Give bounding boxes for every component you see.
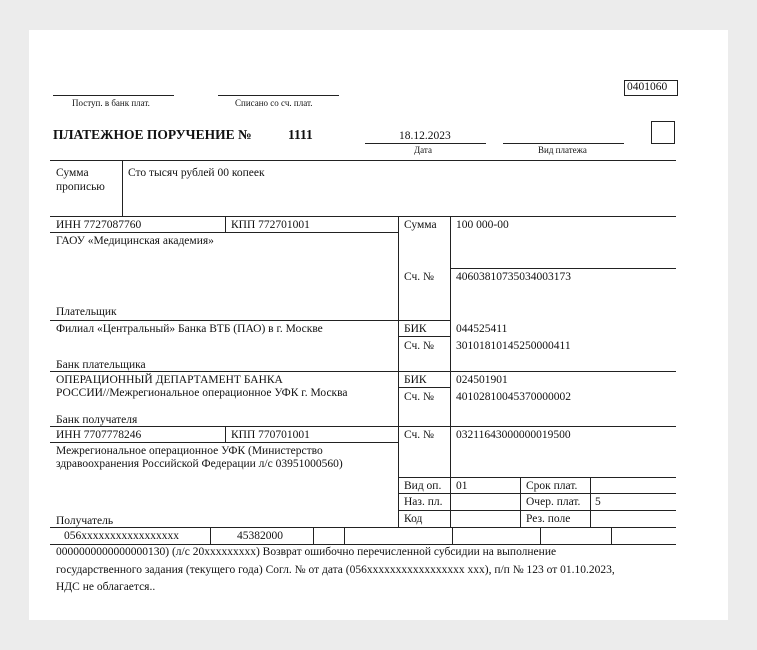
rule-payee-bank-bottom <box>50 426 676 427</box>
sum-value: 100 000-00 <box>456 219 509 231</box>
payer-bik-label: БИК <box>404 323 427 335</box>
purpose-code-label: Наз. пл. <box>404 496 443 508</box>
purpose-line-2: государственного задания (текущего года) Согл. № от дата (056xxxxxxxxxxxxxxxxx ххх), п/п № 123 от 01.10.2023, <box>56 564 615 576</box>
payee-label: Получатель <box>56 515 114 527</box>
payment-type-label: Вид платежа <box>538 145 587 155</box>
payer-corr-label: Сч. № <box>404 340 435 352</box>
vline-kpp-2 <box>225 426 226 442</box>
rule-sum-bottom <box>450 268 676 269</box>
amount-divider <box>122 160 123 216</box>
rule-amount-top <box>50 160 676 161</box>
vline-tax-6 <box>611 527 612 544</box>
payee-name-2: здравоохранения Российской Федерации л/с 03951000560) <box>56 458 343 470</box>
payee-account: 03211643000000019500 <box>456 429 571 441</box>
payee-kpp: КПП 770701001 <box>231 429 310 441</box>
payee-bank-label: Банк получателя <box>56 414 138 426</box>
payee-bik-label: БИК <box>404 374 427 386</box>
received-line <box>53 95 174 96</box>
rule-inn-kpp-2 <box>50 442 398 443</box>
amount-words-label-2: прописью <box>56 181 105 193</box>
date-label: Дата <box>414 145 432 155</box>
vline-tax-2 <box>313 527 314 544</box>
order-number: 1111 <box>288 127 313 142</box>
debited-line <box>218 95 339 96</box>
payee-bik: 024501901 <box>456 374 508 386</box>
header-checkbox <box>651 121 675 144</box>
oktmo-value: 45382000 <box>237 530 283 542</box>
rule-codes-top <box>398 477 676 478</box>
date-line <box>365 143 486 144</box>
rule-tax-top <box>50 527 676 528</box>
vline-codes-1 <box>520 477 521 527</box>
rule-payer-bottom <box>50 320 398 321</box>
payment-order-form <box>29 30 728 620</box>
rule-inn-kpp-1 <box>50 232 398 233</box>
op-type-value: 01 <box>456 480 468 492</box>
vline-kpp-1 <box>225 216 226 232</box>
payee-account-label: Сч. № <box>404 429 435 441</box>
purpose-line-3: НДС не облагается.. <box>56 581 156 593</box>
purpose-line-1: 0000000000000000130) (л/с 20xxxxxxxxx) Возврат ошибочно перечисленной субсидии на выполнение <box>56 546 557 558</box>
payee-bank-name-1: ОПЕРАЦИОННЫЙ ДЕПАРТАМЕНТ БАНКА <box>56 374 283 386</box>
vline-tax-5 <box>540 527 541 544</box>
term-label: Срок плат. <box>526 480 578 492</box>
payer-account-label: Сч. № <box>404 271 435 283</box>
payee-inn: ИНН 7707778246 <box>56 429 142 441</box>
payee-bank-name-2: РОССИИ//Межрегиональное операционное УФК г. Москва <box>56 387 348 399</box>
vline-codes-2 <box>590 477 591 527</box>
payer-bank-label: Банк плательщика <box>56 359 146 371</box>
payer-corr: 30101810145250000411 <box>456 340 571 352</box>
payer-name: ГАОУ «Медицинская академия» <box>56 235 214 247</box>
payer-inn: ИНН 7727087760 <box>56 219 142 231</box>
rule-payer-top <box>50 216 676 217</box>
sum-label: Сумма <box>404 219 437 231</box>
payer-label: Плательщик <box>56 306 117 318</box>
payee-corr-label: Сч. № <box>404 391 435 403</box>
debited-label: Списано со сч. плат. <box>235 98 313 108</box>
payment-type-line <box>503 143 624 144</box>
payer-bank-name: Филиал «Центральный» Банка ВТБ (ПАО) в г. Москве <box>56 323 323 335</box>
payer-kpp: КПП 772701001 <box>231 219 310 231</box>
payer-bik: 044525411 <box>456 323 508 335</box>
kbk-value: 056xxxxxxxxxxxxxxxxx <box>64 530 179 542</box>
payer-account: 40603810735034003173 <box>456 271 571 283</box>
order-value: 5 <box>595 496 601 508</box>
form-code: 0401060 <box>627 81 668 93</box>
order-date: 18.12.2023 <box>399 130 451 142</box>
rule-bik-2 <box>398 387 450 388</box>
order-label: Очер. плат. <box>526 496 581 508</box>
page-title: ПЛАТЕЖНОЕ ПОРУЧЕНИЕ № <box>53 127 252 142</box>
rule-codes-mid-1 <box>398 493 676 494</box>
rule-codes-mid-2 <box>398 510 676 511</box>
op-type-label: Вид оп. <box>404 480 442 492</box>
reserve-label: Рез. поле <box>526 513 571 525</box>
vline-value-col <box>450 216 451 527</box>
payee-corr: 40102810045370000002 <box>456 391 571 403</box>
vline-tax-4 <box>452 527 453 544</box>
vline-left-col <box>398 216 399 527</box>
vline-tax-1 <box>210 527 211 544</box>
received-label: Поступ. в банк плат. <box>72 98 150 108</box>
payee-name-1: Межрегиональное операционное УФК (Министерство <box>56 445 323 457</box>
rule-payer-account <box>398 320 450 321</box>
amount-words-label: Сумма <box>56 167 89 179</box>
rule-tax-bottom <box>50 544 676 545</box>
code-label: Код <box>404 513 423 525</box>
vline-tax-3 <box>344 527 345 544</box>
amount-words-value: Сто тысяч рублей 00 копеек <box>128 167 265 179</box>
rule-bik-1 <box>398 336 450 337</box>
